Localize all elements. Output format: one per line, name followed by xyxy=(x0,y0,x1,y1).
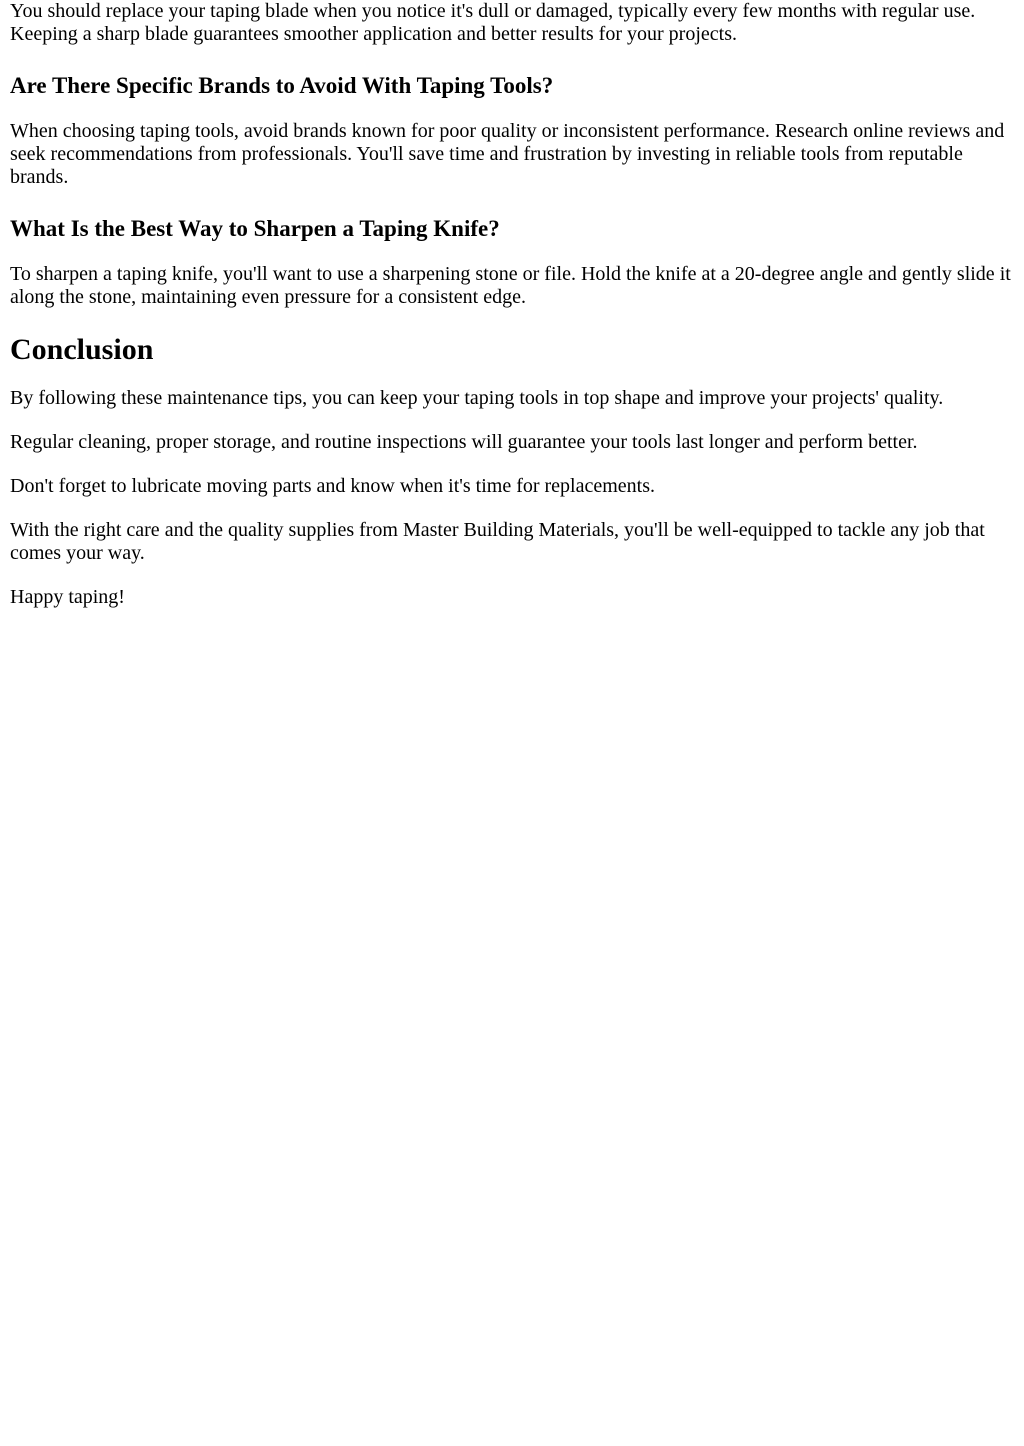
conclusion-heading: Conclusion xyxy=(10,333,154,366)
faq-question-sharpen-knife: What Is the Best Way to Sharpen a Taping Knife? xyxy=(10,216,500,241)
faq-answer-sharpen-knife: To sharpen a taping knife, you'll want to use a sharpening stone or file. Hold the knife at a 20-degree angle and gently slide it along the stone, maintaining even pressure for a consistent edge. xyxy=(10,263,1011,308)
article-body xyxy=(0,0,1024,609)
faq-question-brands-to-avoid: Are There Specific Brands to Avoid With Taping Tools? xyxy=(10,73,554,98)
conclusion-paragraph: With the right care and the quality supplies from Master Building Materials, you'll be well-equipped to tackle any job that comes your way. xyxy=(10,519,985,564)
conclusion-paragraph: Don't forget to lubricate moving parts and know when it's time for replacements. xyxy=(10,475,656,497)
faq-answer-brands-to-avoid: When choosing taping tools, avoid brands known for poor quality or inconsistent performance. Research online reviews and seek recommendations from professionals. You'll save time and frustration by investing in reliable tools from reputable brands. xyxy=(10,120,1005,188)
conclusion-paragraph: Regular cleaning, proper storage, and routine inspections will guarantee your tools last longer and perform better. xyxy=(10,431,918,453)
conclusion-closing-line: Happy taping! xyxy=(10,586,125,608)
faq-answer-blade-replacement: You should replace your taping blade when you notice it's dull or damaged, typically every few months with regular use. Keeping a sharp blade guarantees smoother application and better results for your projects. xyxy=(10,0,976,45)
conclusion-paragraph: By following these maintenance tips, you can keep your taping tools in top shape and improve your projects' quality. xyxy=(10,387,944,409)
